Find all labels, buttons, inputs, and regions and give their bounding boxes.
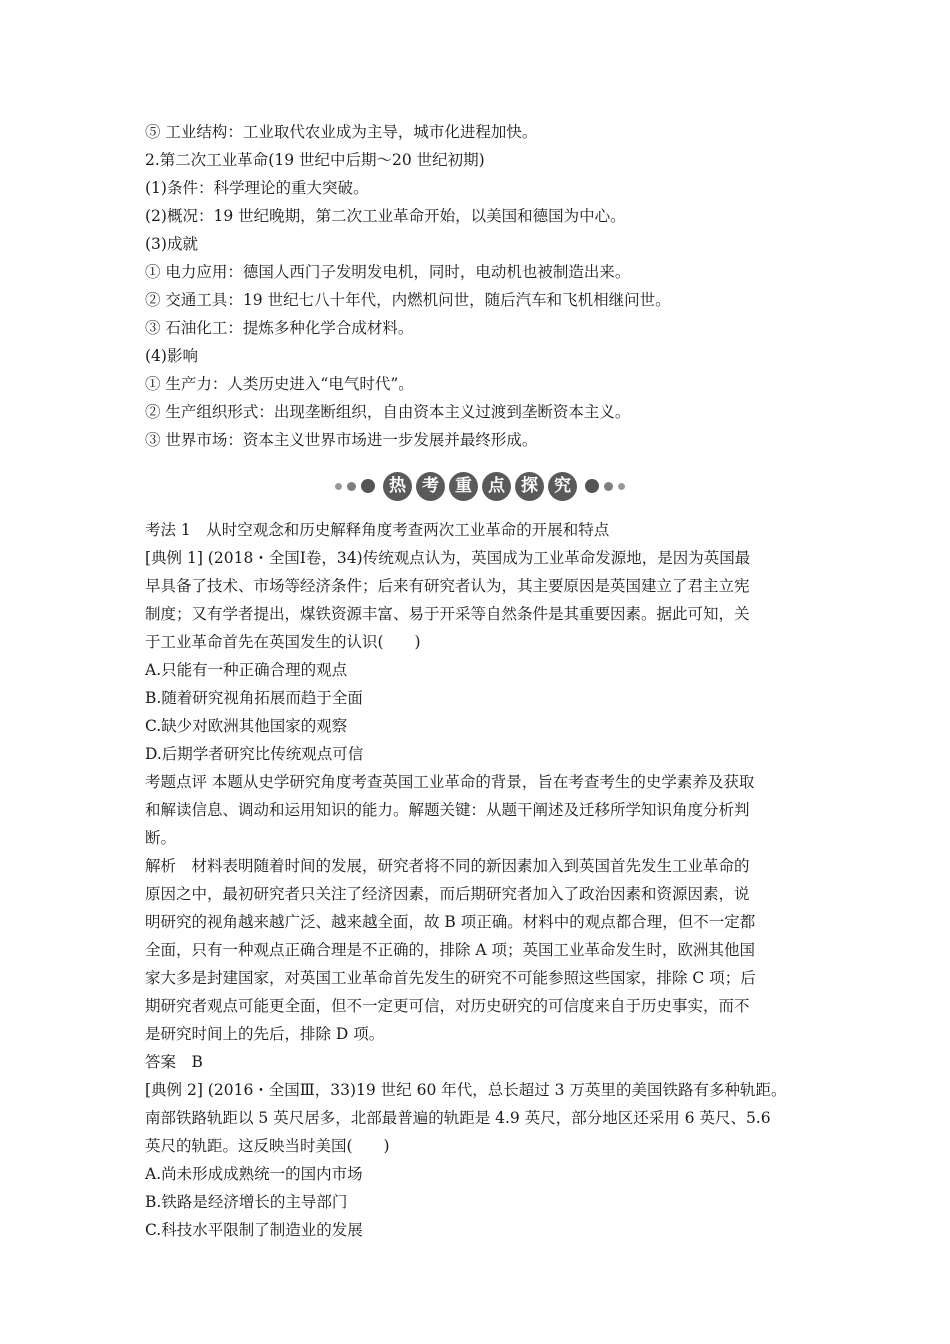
banner-char: 点 (482, 472, 511, 501)
option-c: C.科技水平限制了制造业的发展 (145, 1221, 363, 1239)
text-line: ⑤ 工业结构：工业取代农业成为主导，城市化进程加快。 (145, 123, 538, 141)
text-line: ② 生产组织形式：出现垄断组织，自由资本主义过渡到垄断资本主义。 (145, 403, 631, 421)
review-line: 和解读信息、调动和运用知识的能力。解题关键：从题干阐述及迁移所学知识角度分析判 (145, 801, 750, 819)
option-c: C.缺少对欧洲其他国家的观察 (145, 717, 348, 735)
review-line: 断。 (145, 829, 177, 847)
text-line: 2.第二次工业革命(19 世纪中后期～20 世纪初期) (145, 151, 485, 169)
question-stem-line: 制度；又有学者提出，煤铁资源丰富、易于开采等自然条件是其重要因素。据此可知，关 (145, 605, 750, 623)
document-page (145, 118, 815, 1244)
analysis-line: 是研究时间上的先后，排除 D 项。 (145, 1025, 385, 1043)
banner-dots-left (335, 479, 375, 493)
question-stem-line: [典例 1] (2018・全国Ⅰ卷，34)传统观点认为，英国成为工业革命发源地，是因为英国最 (145, 549, 751, 567)
text-line: ② 交通工具：19 世纪七八十年代，内燃机问世，随后汽车和飞机相继问世。 (145, 291, 671, 309)
decorative-dot (361, 479, 375, 493)
question-stem-line: 南部铁路轨距以 5 英尺居多，北部最普遍的轨距是 4.9 英尺，部分地区还采用 6 英尺、5.6 (145, 1109, 771, 1127)
text-line: (2)概况：19 世纪晚期，第二次工业革命开始，以美国和德国为中心。 (145, 207, 626, 225)
section-banner (145, 464, 815, 508)
analysis-line: 家大多是封建国家，对英国工业革命首先发生的研究不可能参照这些国家，排除 C 项；后 (145, 969, 756, 987)
option-d: D.后期学者研究比传统观点可信 (145, 745, 364, 763)
question-stem-line: 英尺的轨距。这反映当时美国( ) (145, 1137, 390, 1155)
text-line: ③ 世界市场：资本主义世界市场进一步发展并最终形成。 (145, 431, 538, 449)
analysis-line: 期研究者观点可能更全面，但不一定更可信，对历史研究的可信度来自于历史事实，而不 (145, 997, 750, 1015)
analysis-line: 原因之中，最初研究者只关注了经济因素，而后期研究者加入了政治因素和资源因素，说 (145, 885, 750, 903)
section-title: 考法 1 从时空观念和历史解释角度考查两次工业革命的开展和特点 (145, 521, 610, 539)
text-line: ① 电力应用：德国人西门子发明发电机，同时，电动机也被制造出来。 (145, 263, 631, 281)
text-line: (4)影响 (145, 347, 198, 365)
text-line: (3)成就 (145, 235, 198, 253)
banner-char: 考 (416, 472, 445, 501)
review-line: 考题点评 本题从史学研究角度考查英国工业革命的背景，旨在考查考生的史学素养及获取 (145, 773, 755, 791)
banner-char: 究 (548, 472, 577, 501)
decorative-dot (585, 479, 599, 493)
example-1 (145, 544, 815, 1076)
decorative-dot (335, 483, 342, 490)
option-b: B.随着研究视角拓展而趋于全面 (145, 689, 363, 707)
banner-char: 重 (449, 472, 478, 501)
banner-dots-right (585, 479, 625, 493)
example-2 (145, 1076, 815, 1244)
text-line: ③ 石油化工：提炼多种化学合成材料。 (145, 319, 414, 337)
analysis-line: 全面，只有一种观点正确合理是不正确的，排除 A 项；英国工业革命发生时，欧洲其他国 (145, 941, 756, 959)
answer-line: 答案 B (145, 1053, 203, 1071)
text-line: ① 生产力：人类历史进入“电气时代”。 (145, 375, 414, 393)
option-a: A.尚未形成成熟统一的国内市场 (145, 1165, 363, 1183)
knowledge-points (145, 118, 815, 454)
decorative-dot (604, 482, 613, 491)
analysis-line: 明研究的视角越来越广泛、越来越全面，故 B 项正确。材料中的观点都合理，但不一定都 (145, 913, 756, 931)
question-stem-line: 早具备了技术、市场等经济条件；后来有研究者认为，其主要原因是英国建立了君主立宪 (145, 577, 750, 595)
text-line: (1)条件：科学理论的重大突破。 (145, 179, 369, 197)
option-a: A.只能有一种正确合理的观点 (145, 661, 348, 679)
question-stem-line: [典例 2] (2016・全国Ⅲ，33)19 世纪 60 年代，总长超过 3 万英里的美国铁路有多种轨距。 (145, 1081, 787, 1099)
banner-char: 探 (515, 472, 544, 501)
decorative-dot (618, 483, 625, 490)
banner-title (383, 472, 577, 501)
decorative-dot (347, 482, 356, 491)
analysis-line: 解析 材料表明随着时间的发展，研究者将不同的新因素加入到英国首先发生工业革命的 (145, 857, 750, 875)
option-b: B.铁路是经济增长的主导部门 (145, 1193, 348, 1211)
banner-char: 热 (383, 472, 412, 501)
question-stem-line: 于工业革命首先在英国发生的认识( ) (145, 633, 421, 651)
